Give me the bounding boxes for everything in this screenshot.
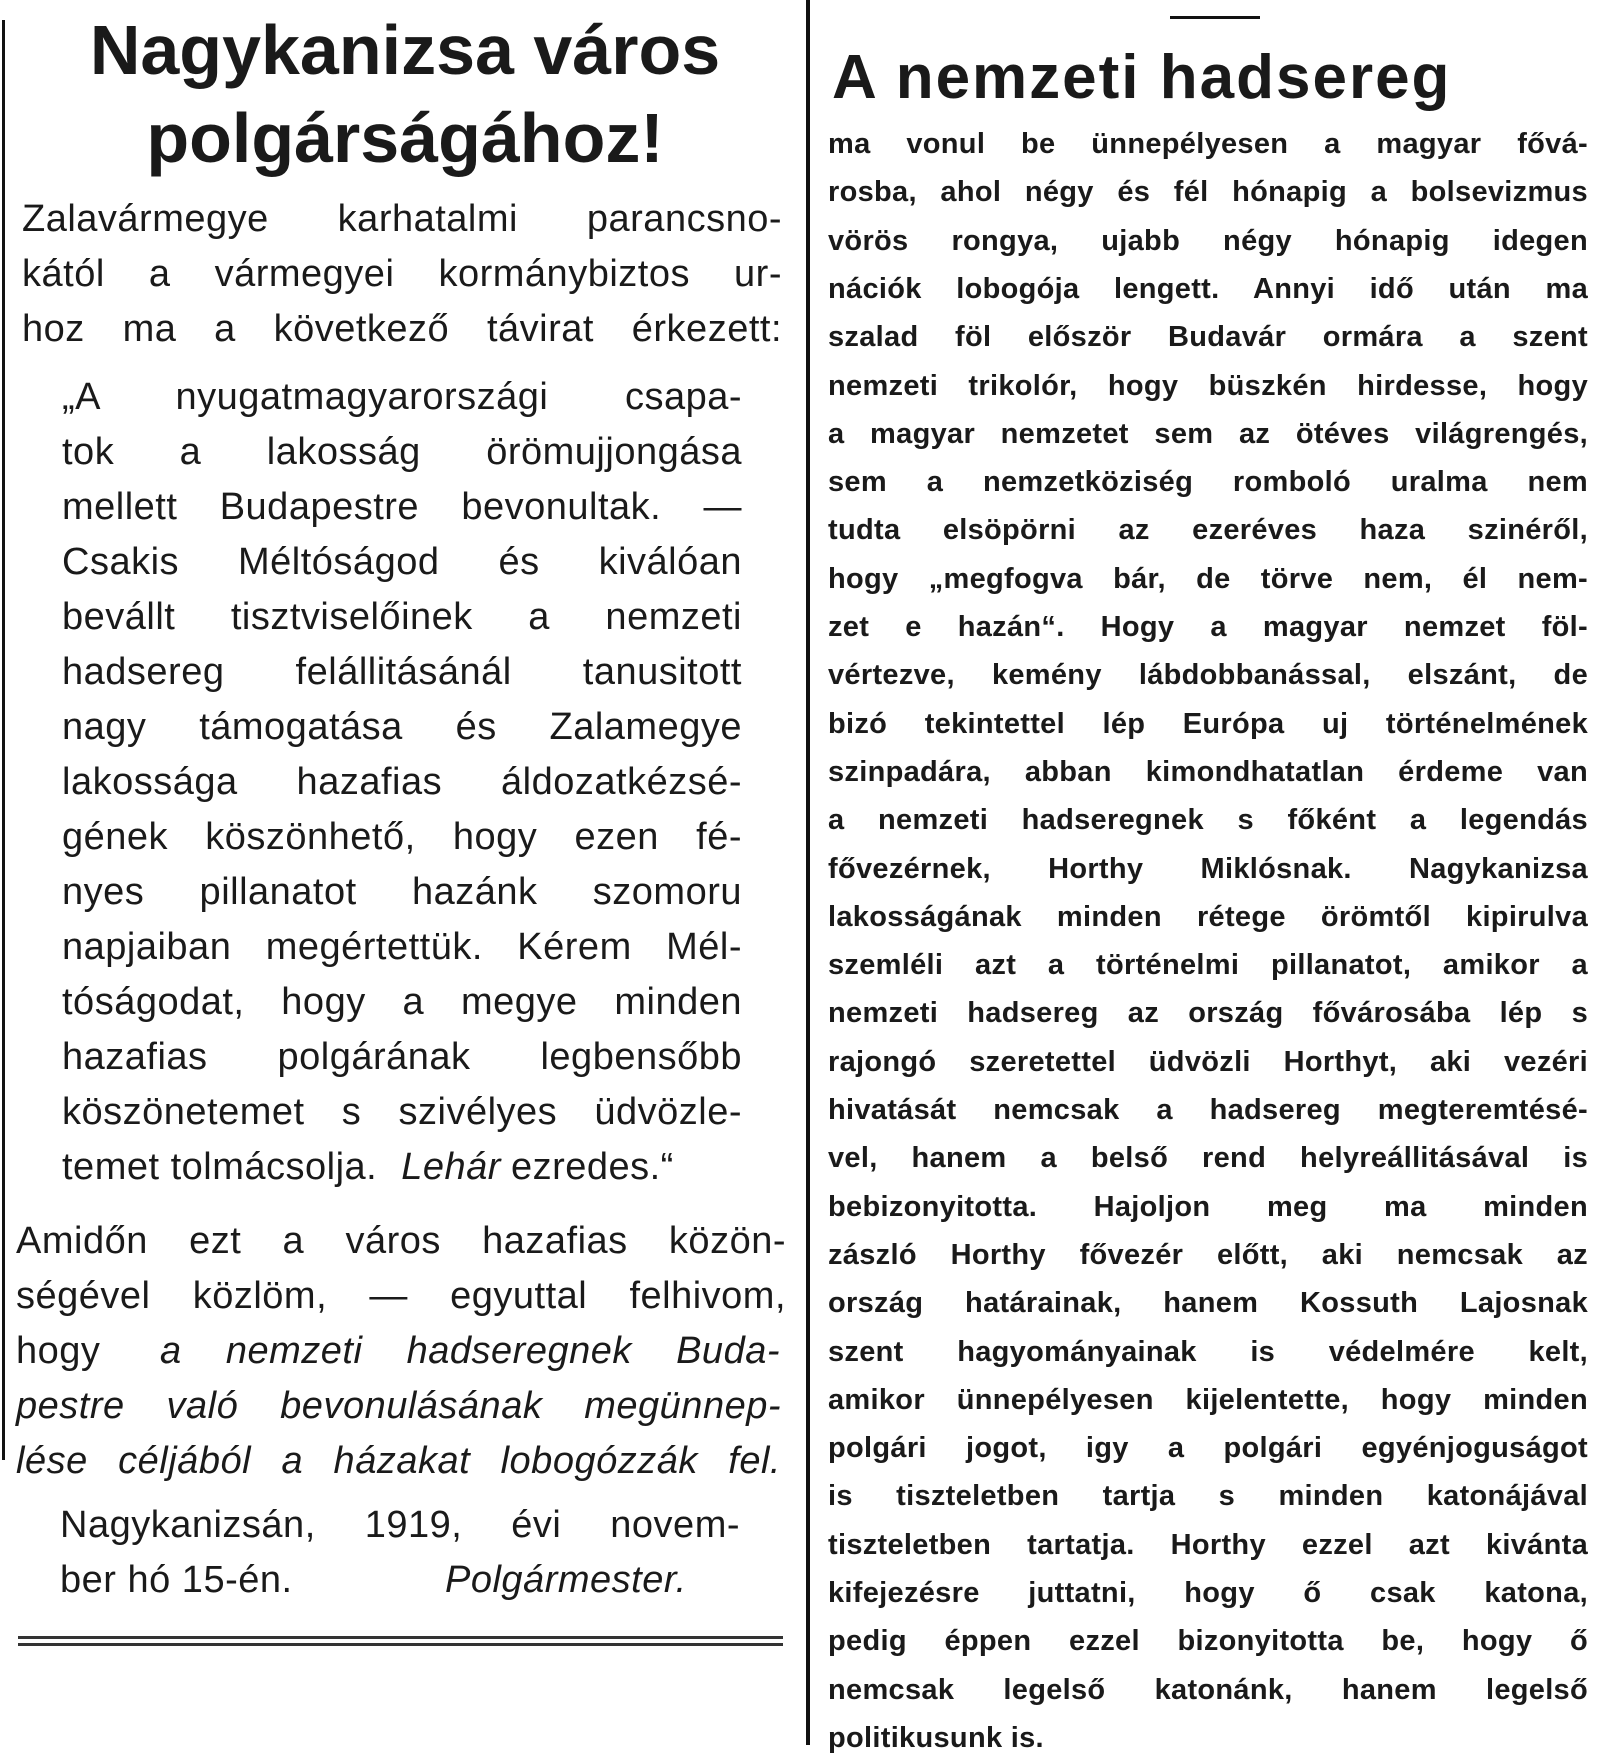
- telegram-line: nagy támogatása és Zalamegye: [62, 706, 742, 748]
- telegram-last-text: temet tolmácsolja.: [62, 1146, 378, 1188]
- announcement-line: hogy: [16, 1330, 101, 1372]
- dateline: ber hó 15-én.: [60, 1559, 293, 1601]
- body-line: fővezérnek, Horthy Miklósnak. Nagykanizsa: [828, 852, 1588, 885]
- body-line: a magyar nemzetet sem az ötéves világrengés,: [828, 417, 1588, 450]
- body-line: vértezve, kemény lábdobbanással, elszánt, de: [828, 659, 1588, 692]
- telegram-line: köszönetemet s szivélyes üdvözle-: [62, 1091, 742, 1133]
- left-headline-line-2: polgárságához!: [146, 99, 664, 177]
- body-line: zászló Horthy fővezér előtt, aki nemcsak az: [828, 1238, 1588, 1271]
- body-line: bizó tekintettel lép Európa uj történelmének: [828, 707, 1588, 740]
- body-line: amikor ünnepélyesen kijelentette, hogy minden: [828, 1383, 1588, 1416]
- telegram-signature-rank: ezredes.“: [510, 1146, 674, 1188]
- body-line: hogy „megfogva bár, de törve nem, él nem-: [828, 562, 1588, 595]
- telegram-line: tok a lakosság örömujjongása: [62, 431, 742, 473]
- telegram-line: „A nyugatmagyarországi csapa-: [62, 376, 742, 418]
- body-line: pedig éppen ezzel bizonyitotta be, hogy ő: [828, 1625, 1588, 1658]
- telegram-line: nyes pillanatot hazánk szomoru: [62, 871, 742, 913]
- telegram-line: Csakis Méltóságod és kiválóan: [62, 541, 742, 583]
- body-line: zet e hazán“. Hogy a magyar nemzet föl-: [828, 611, 1588, 643]
- dateline: Nagykanizsán, 1919, évi novem-: [60, 1504, 740, 1546]
- announcement-line: Amidőn ezt a város hazafias közön-: [16, 1220, 786, 1262]
- left-margin-rule: [2, 20, 5, 1460]
- body-line: nációk lobogója lengett. Annyi idő után ma: [828, 272, 1588, 305]
- body-line: vörös rongya, ujabb négy hónapig idegen: [828, 224, 1588, 257]
- body-line: vel, hanem a belső rend helyreállitásával is: [828, 1142, 1588, 1175]
- body-line: hivatását nemcsak a hadsereg megteremtésé-: [828, 1094, 1588, 1126]
- telegram-line: bevállt tisztviselőinek a nemzeti: [62, 596, 742, 638]
- body-line: polgári jogot, igy a polgári egyénjoguságot: [828, 1432, 1588, 1465]
- body-line: a nemzeti hadseregnek s főként a legendás: [828, 804, 1588, 837]
- body-line: nemzeti hadsereg az ország fővárosába lép s: [828, 997, 1588, 1030]
- body-line: szalad föl először Budavár ormára a szent: [828, 321, 1588, 354]
- telegram-line: napjaiban megértettük. Kérem Mél-: [62, 926, 742, 968]
- announcement-line-emphasis: lése céljából a házakat lobogózzák fel.: [16, 1440, 781, 1482]
- telegram-signature-name: Lehár: [401, 1146, 501, 1188]
- body-line: sem a nemzetköziség romboló uralma nem: [828, 466, 1588, 499]
- telegram-line: mellett Budapestre bevonultak. —: [62, 486, 742, 528]
- body-line: szent hagyományainak is védelmére kelt,: [828, 1335, 1588, 1368]
- body-line: lakosságának minden rétege örömtől kipirulva: [828, 900, 1588, 933]
- intro-line: kától a vármegyei kormánybiztos ur-: [22, 253, 782, 295]
- right-headline: A nemzeti hadsereg: [832, 43, 1452, 112]
- announcement-line: ségével közlöm, — egyuttal felhivom,: [16, 1275, 786, 1317]
- body-line: tiszteletben tartatja. Horthy ezzel azt kivánta: [828, 1528, 1588, 1561]
- telegram-line: gének köszönhető, hogy ezen fé-: [62, 816, 742, 858]
- body-line: politikusunk is.: [828, 1721, 1044, 1754]
- telegram-line: lakossága hazafias áldozatkézsé-: [62, 761, 742, 803]
- body-line: szinpadára, abban kimondhatatlan érdeme van: [828, 755, 1588, 788]
- column-divider: [806, 0, 810, 1745]
- telegram-line: hazafias polgárának legbensőbb: [62, 1036, 742, 1078]
- body-line: rajongó szeretettel üdvözli Horthyt, aki vezéri: [828, 1045, 1588, 1078]
- body-line: nemzeti trikolór, hogy büszkén hirdesse, hogy: [828, 369, 1588, 402]
- telegram-line: hadsereg felállitásánál tanusitott: [62, 651, 742, 693]
- body-line: rosba, ahol négy és fél hónapig a bolsevizmus: [828, 176, 1588, 209]
- intro-line: hoz ma a következő távirat érkezett:: [22, 308, 782, 350]
- body-line: kifejezésre juttatni, hogy ő csak katona,: [828, 1577, 1588, 1609]
- telegram-line: [62, 1146, 762, 1189]
- body-line: bebizonyitotta. Hajoljon meg ma minden: [828, 1190, 1588, 1223]
- left-headline-line-1: Nagykanizsa város: [89, 11, 721, 89]
- body-line: ma vonul be ünnepélyesen a magyar fővá-: [828, 128, 1588, 160]
- body-line: ország határainak, hanem Kossuth Lajosnak: [828, 1287, 1588, 1320]
- telegram-line: tóságodat, hogy a megye minden: [62, 981, 742, 1023]
- closing-double-rule: [18, 1636, 783, 1646]
- body-line: tudta elsöpörni az ezeréves haza szinéről,: [828, 514, 1588, 547]
- body-line: is tiszteletben tartja s minden katonájával: [828, 1480, 1588, 1513]
- top-dash: [1170, 16, 1260, 19]
- announcement-line-emphasis: a nemzeti hadseregnek Buda-: [160, 1330, 780, 1372]
- body-line: nemcsak legelső katonánk, hanem legelső: [828, 1673, 1588, 1706]
- body-line: szemléli azt a történelmi pillanatot, amikor a: [828, 949, 1588, 982]
- signature: Polgármester.: [445, 1559, 687, 1601]
- announcement-line-emphasis: pestre való bevonulásának megünnep-: [16, 1385, 781, 1427]
- intro-line: Zalavármegye karhatalmi parancsno-: [22, 198, 782, 240]
